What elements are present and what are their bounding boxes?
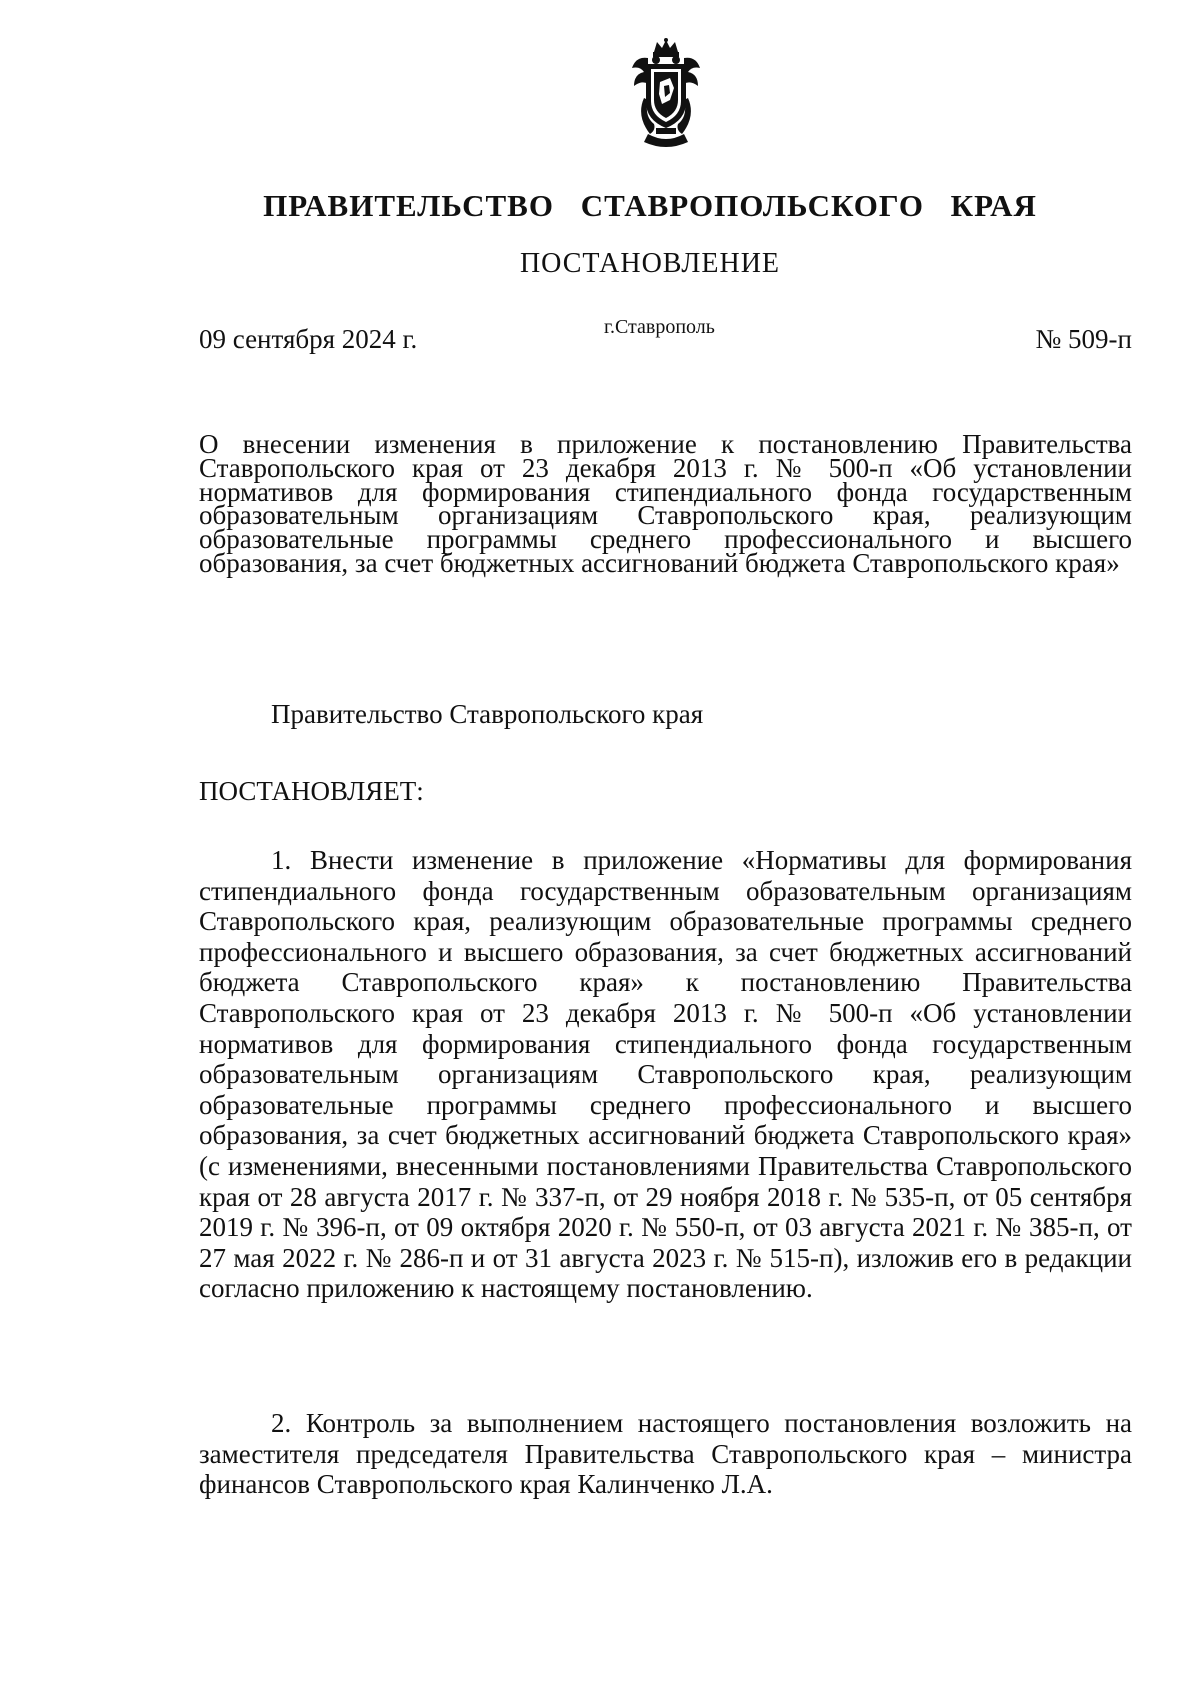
decree-word: ПОСТАНОВЛЯЕТ: (199, 776, 424, 806)
decree-item-2: 2. Контроль за выполнением настоящего постановления возложить на заместителя председателя Правительства Ставропольского края – министра финансов Ставропольского края Калинченко Л.А. (199, 1408, 1132, 1500)
document-date: 09 сентября 2024 г. (199, 324, 418, 354)
document-subject: О внесении изменения в приложение к постановлению Правительства Ставропольского края от 23 декабря 2013 г. № 500-п «Об установлении нормативов для формирования стипендиального фонда государственным образовательным организациям Ставропольского края, реализующим образовательные программы среднего профессионального и высшего образования, за счет бюджетных ассигнований бюджета Ставропольского края» (199, 429, 1132, 578)
document-number: № 509-п (1035, 324, 1132, 354)
document-city: г.Ставрополь (604, 316, 715, 338)
document-type: ПОСТАНОВЛЕНИЕ (519, 248, 781, 279)
coat-of-arms-icon (626, 38, 706, 150)
intro-text: Правительство Ставропольского края (271, 699, 704, 729)
decree-item-1: 1. Внести изменение в приложение «Нормативы для формирования стипендиального фонда государственным образовательным организациям Ставропольского края, реализующим образовательные программы среднего профессионального и высшего образования, за счет бюджетных ассигнований бюджета Ставропольского края» к постановлению Правительства Ставропольского края от 23 декабря 2013 г. № 500-п «Об установлении нормативов для формирования стипендиального фонда государственным образовательным организациям Ставропольского края, реализующим образовательные программы среднего профессионального и высшего образования, за счет бюджетных ассигнований бюджета Ставропольского края» (с изменениями, внесенными постановлениями Правительства Ставропольского края от 28 августа 2017 г. № 337-п, от 29 ноября 2018 г. № 535-п, от 05 сентября 2019 г. № 396-п, от 09 октября 2020 г. № 550-п, от 03 августа 2021 г. № 385-п, от 27 мая 2022 г. № 286-п и от 31 августа 2023 г. № 515-п), изложив его в редакции согласно приложению к настоящему постановлению. (199, 845, 1132, 1304)
government-title: ПРАВИТЕЛЬСТВО СТАВРОПОЛЬСКОГО КРАЯ (263, 188, 1037, 223)
